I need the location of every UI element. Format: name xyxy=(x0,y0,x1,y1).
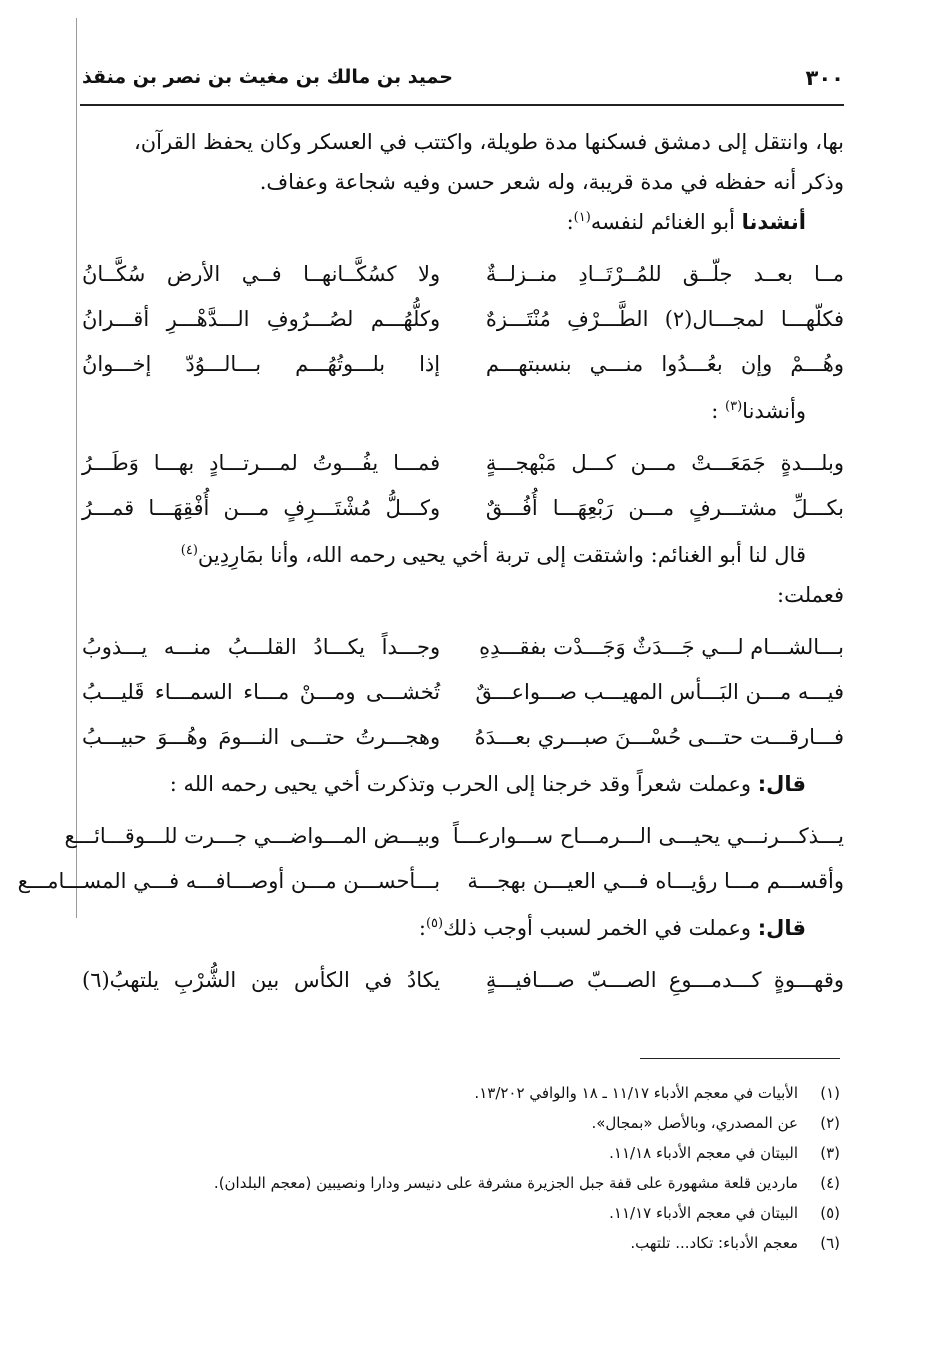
header-rule xyxy=(80,104,844,106)
footnotes xyxy=(90,1078,840,1258)
footnote-text: البيتان في معجم الأدباء ١١/١٨. xyxy=(609,1144,798,1162)
verse xyxy=(82,252,844,297)
poem-4 xyxy=(17,814,844,904)
verse-first-hemistich: وقهـــوةٍ كـــدمـــوعِ الصـــبّ صـــافيـــةٍ xyxy=(485,968,844,992)
verse-first-hemistich: يـــذكـــرنـــي يحيـــى الـــرمـــاح ســـوارعـــاً xyxy=(452,824,844,848)
verse xyxy=(82,670,844,715)
section-5-heading xyxy=(82,908,844,948)
verse-second-hemistich: وكلُّهُـــم لصُـــرُوفِ الـــدَّهْـــرِ أقـــرانُ xyxy=(82,307,441,331)
footnote-text: البيتان في معجم الأدباء ١١/١٧. xyxy=(609,1204,798,1222)
page-number: ٣٠٠ xyxy=(805,66,844,90)
verse-second-hemistich: بـــأحســـن مـــن أوصـــافـــه فـــي المســـامـــع xyxy=(17,869,441,893)
section-3-line-1 xyxy=(82,535,844,575)
section-5-tail: : xyxy=(418,916,426,940)
section-1-heading xyxy=(82,202,844,242)
verse-second-hemistich: وجـــداً يكـــادُ القلـــبُ منـــه يـــذوبُ xyxy=(82,635,441,659)
intro-line-2: وذكر أنه حفظه في مدة قريبة، وله شعر حسن وفيه شجاعة وعفاف. xyxy=(259,170,844,194)
footnote xyxy=(90,1108,840,1138)
verse-first-hemistich: وأقســـم مـــا رؤيـــاه فـــي العيـــن بهجـــة xyxy=(467,869,844,893)
margin-rule xyxy=(76,18,77,918)
footnote-rule xyxy=(640,1058,840,1059)
verse xyxy=(82,441,844,486)
footnote-ref-5: (٥) xyxy=(425,916,444,931)
section-4-lead: قال: xyxy=(757,772,806,796)
footnote-number: (٥) xyxy=(820,1204,840,1222)
section-5-lead: قال: xyxy=(757,916,806,940)
running-title: حميد بن مالك بن مغيث بن نصر بن منقذ xyxy=(82,66,453,88)
footnote-number: (١) xyxy=(820,1084,840,1102)
verse xyxy=(82,625,844,670)
poem-3 xyxy=(82,625,844,760)
verse-first-hemistich: فـــارقـــت حتـــى حُسْـــنَ صبـــري بعـــدَهُ xyxy=(474,725,844,749)
section-3-line-2: فعملت: xyxy=(777,583,844,607)
intro-line-1: بها، وانتقل إلى دمشق فسكنها مدة طويلة، واكتتب في العسكر وكان يحفظ القرآن، xyxy=(133,130,844,154)
verse-first-hemistich: فكلّهـــا لمجـــال(٢) الطَّـــرْفِ مُنْتَـــزهٌ xyxy=(485,307,844,331)
footnote xyxy=(90,1228,840,1258)
verse-second-hemistich: فمـــا يفُـــوتُ لمـــرتـــادٍ بهـــا وَطَـــرُ xyxy=(82,451,441,475)
verse-first-hemistich: بـــالشـــام لـــي جَـــدَثٌ وَجَـــدْت بفقـــدِهِ xyxy=(479,635,844,659)
verse-second-hemistich: ولا كسُكَّــانهــا فــي الأرض سُكَّــانُ xyxy=(82,262,441,286)
section-1-lead: أنشدنا xyxy=(741,210,806,234)
footnote-number: (٢) xyxy=(820,1114,840,1132)
verse-second-hemistich: يكادُ في الكأس بين الشُّرْبِ يلتهبُ(٦) xyxy=(82,968,441,992)
poem-2 xyxy=(82,441,844,531)
section-2-heading xyxy=(82,391,844,431)
verse-second-hemistich: وبيـــض المـــواضـــي جـــرت للـــوقـــائـــع xyxy=(64,824,441,848)
footnote-text: ماردين قلعة مشهورة على قفة جبل الجزيرة مشرفة على دنيسر ودارا ونصيبين (معجم البلدان). xyxy=(213,1174,798,1192)
verse xyxy=(82,297,844,342)
footnote xyxy=(90,1168,840,1198)
verse-first-hemistich: مــا بعــد جلّــق للمُــرْتَــادِ منــزلــةٌ xyxy=(485,262,844,286)
section-2-text: وأنشدنا xyxy=(742,399,806,423)
verse xyxy=(17,859,844,904)
verse xyxy=(82,486,844,531)
section-2-tail: : xyxy=(711,399,726,423)
verse-second-hemistich: إذا بلـــوتُهُـــم بـــالـــوُدّ إخـــوانُ xyxy=(82,352,441,376)
section-5-text: وعملت في الخمر لسبب أوجب ذلك xyxy=(443,916,758,940)
verse-first-hemistich: وبلـــدةٍ جَمَعَـــتْ مـــن كـــل مَبْهجـــةٍ xyxy=(485,451,844,475)
page-header xyxy=(82,62,844,98)
verse-second-hemistich: وهجـــرتُ حتـــى النـــومَ وهُـــوَ حبيـــبُ xyxy=(82,725,441,749)
footnote xyxy=(90,1078,840,1108)
verse-second-hemistich: وكـــلُّ مُشْتَـــرِفٍ مـــن أُفْقِهَـــا قمـــرُ xyxy=(82,496,441,520)
verse-first-hemistich: فيـــه مـــن البَـــأس المهيـــب صـــواعـــقٌ xyxy=(475,680,844,704)
footnote-text: معجم الأدباء: تكاد... تلتهب. xyxy=(630,1234,798,1252)
footnote-number: (٤) xyxy=(820,1174,840,1192)
section-4-heading xyxy=(82,764,844,804)
footnote-number: (٦) xyxy=(820,1234,840,1252)
verse-first-hemistich: بكـــلِّ مشتـــرفٍ مـــن رَبْعِهَـــا أُفُـــقٌ xyxy=(485,496,844,520)
section-1-tail: : xyxy=(566,210,574,234)
verse xyxy=(82,958,844,1003)
footnote-text: عن المصدري، وبالأصل «بمجال». xyxy=(591,1114,798,1132)
footnote xyxy=(90,1198,840,1228)
verse xyxy=(82,715,844,760)
footnote-text: الأبيات في معجم الأدباء ١١/١٧ ـ ١٨ والوافي ١٣/٢٠٢. xyxy=(474,1084,798,1102)
verse-second-hemistich: تُخشـــى ومـــنْ مـــاء السمـــاء قَليـــبُ xyxy=(82,680,441,704)
footnote-ref-3: (٣) xyxy=(725,399,743,414)
footnote xyxy=(90,1138,840,1168)
footnote-number: (٣) xyxy=(820,1144,840,1162)
verse-first-hemistich: وهُـــمْ وإن بعُـــدُوا منـــي بنسبتهـــم xyxy=(485,352,844,376)
footnote-ref-1: (١) xyxy=(573,210,591,225)
footnote-ref-4: (٤) xyxy=(180,543,198,558)
section-3-text: قال لنا أبو الغنائم: واشتقت إلى تربة أخي يحيى رحمه الله، وأنا بمَارِدِين xyxy=(197,543,806,567)
poem-5 xyxy=(82,958,844,1003)
section-1-text: أبو الغنائم لنفسه xyxy=(590,210,742,234)
verse xyxy=(64,814,844,859)
verse xyxy=(82,342,844,387)
poem-1 xyxy=(82,252,844,387)
main-text xyxy=(17,122,844,1007)
section-4-text: وعملت شعراً وقد خرجنا إلى الحرب وتذكرت أخي يحيى رحمه الله : xyxy=(169,772,758,796)
